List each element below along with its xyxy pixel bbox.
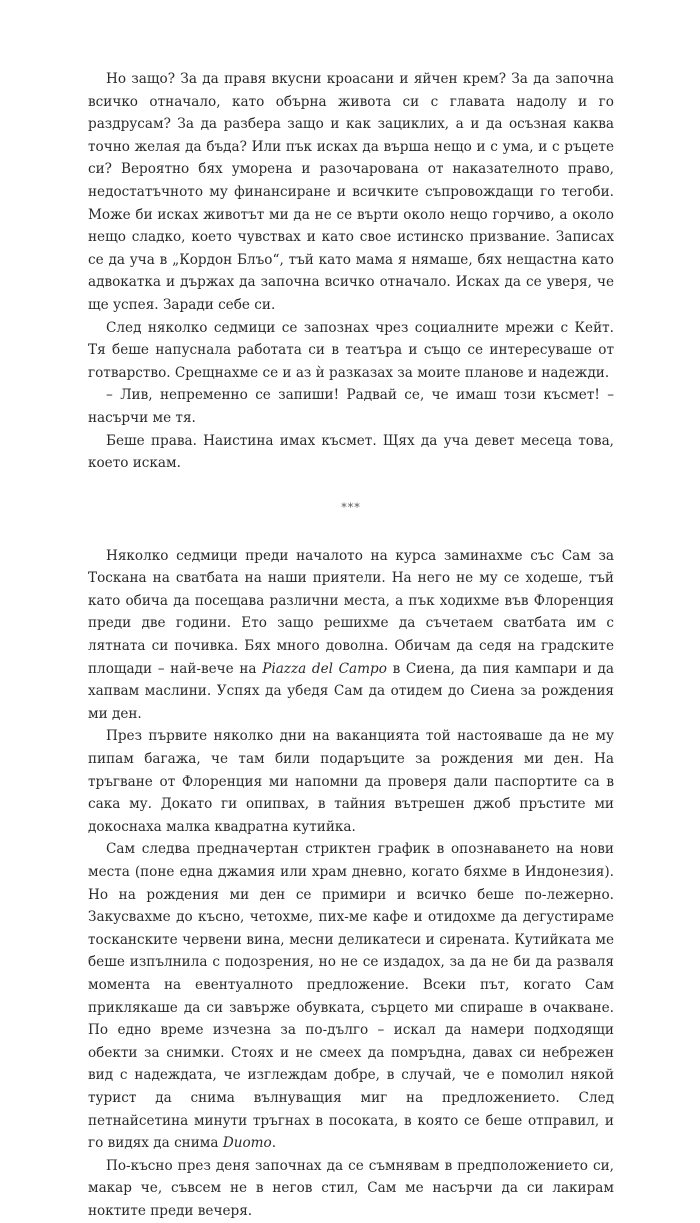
paragraph: Беше права. Наистина имах късмет. Щях да уча девет месеца това, което искам. xyxy=(88,432,614,472)
italic-place-name: Duomo xyxy=(222,1135,272,1152)
text-run: Сам следва предначертан стриктен график в опознаването на нови места (поне една джамия или храм дневно, когато бяхме в Индонезия). Но на рождения ми ден се примири и всичко беше по-лежерно. Закусвахме до късно, четохме, пих-ме кафе и отидохме да дегустираме тосканските червени вина, месни деликатеси и сирената. Кутийката ме беше изпълнила с подозрения, но не се издадох, за да не би да разваля момента на евентуалното предложение. Всеки път, когато Сам приклякаше да си завърже обувката, сърцето ми спираше в очакване. По едно време изчезна за по-дълго – искал да намери подходящи обекти за снимки. Стоях и не смеех да помръдна, давах си небрежен вид с надеждата, че изглеждам добре, в случай, че е помолил някой турист да снима вълнуващия миг на предложението. След петнайсетина минути тръгнах в посоката, в която се беше отправил, и го видях да снима xyxy=(88,841,614,1152)
text-run: Няколко седмици преди началото на курса заминахме със Сам за Тоскана на сватбата на наши приятели. На него не му се ходеше, тъй като обича да посещава различни места, а пък ходихме във Флоренция преди две години. Ето защо решихме да съчетаем сватбата им с лятната си почивка. Бях много доволна. Обичам да седя на градските площади – най-вече на xyxy=(88,547,614,677)
page-body xyxy=(88,68,614,1223)
paragraph: Но защо? За да правя вкусни кроасани и яйчен крем? За да започна всичко отначало, като обърна живота си с главата надолу и го раздрусам? За да разбера защо и как зациклих, а и да осъзная каква точно желая да бъда? Или пък исках да върша нещо и с ума, и с ръцете си? Вероятно бях уморена и разочарована от наказателното право, недостатъчното му финансиране и всичките съпровождащи го тегоби. Може би исках животът ми да не се върти около нещо горчиво, а около нещо сладко, което чувствах и като свое истинско призвание. Записах се да уча в „Кордон Блъо“, тъй като мама я нямаше, бях нещастна като адвокатка и държах да започна всичко отначало. Исках да се уверя, че ще успея. Заради себе си. xyxy=(88,71,614,313)
italic-place-name: Piazza del Campo xyxy=(262,660,387,677)
paragraph: След няколко седмици се запознах чрез социалните мрежи с Кейт. Тя беше напуснала работата си в театъра и също се интересуваше от готварство. Срещнахме се и аз ѝ разказах за моите планове и надежди. xyxy=(88,319,614,381)
paragraph xyxy=(88,545,614,726)
paragraph xyxy=(88,838,614,1154)
section-separator: *** xyxy=(341,500,361,514)
paragraph: По-късно през деня започнах да се съмнявам в предположението си, макар че, съвсем не в негов стил, Сам ме насърчи да си лакирам ноктите преди вечеря. xyxy=(88,1157,614,1219)
paragraph: През първите няколко дни на ваканцията той настояваше да не му пипам багажа, че там били подаръците за рождения ми ден. На тръгване от Флоренция ми напомни да проверя дали паспортите са в сака му. Докато ги опипвах, в тайния вътрешен джоб пръстите ми докоснаха малка квадратна кутийка. xyxy=(88,728,614,835)
dialogue-paragraph: – Лив, непременно се запиши! Радвай се, че имаш този късмет! – насърчи ме тя. xyxy=(88,387,614,426)
text-run: в Сиена, да пия кампари и да хапвам маслини. Успях да убедя Сам да отидем до Сиена за рождения ми ден. xyxy=(88,660,615,722)
text-run: . xyxy=(271,1135,277,1152)
